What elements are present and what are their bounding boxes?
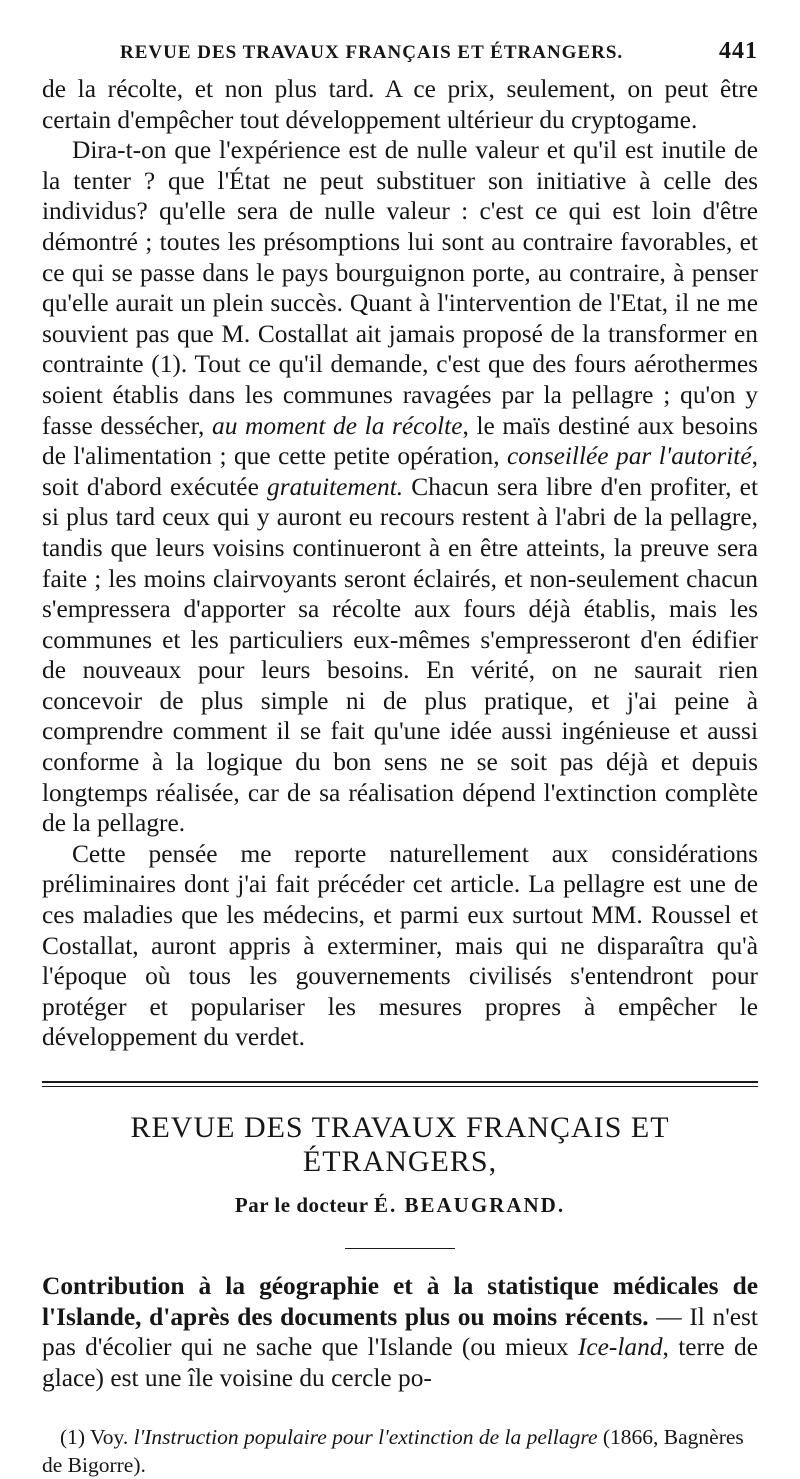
footnote-prefix: (1) Voy.	[60, 1425, 129, 1450]
short-divider	[345, 1248, 455, 1249]
byline	[42, 1193, 758, 1218]
paragraph-2-part-d: Chacun sera libre d'en profiter, et si plus tard ceux qui y auront eu recours restent à l'abri de la pellagre, tandis que leurs voisins continueront à en être atteints, la preuve sera faite ; les moins clairvoyants seront éclairés, et non-seulement chacun s'empressera d'apporter sa récolte aux fours déjà établis, mais les communes et les particuliers eux-mêmes s'empresseront d'en édifier de nouveaux pour leurs besoins. En vérité, on ne saurait rien concevoir de plus simple ni de plus pratique, et j'ai peine à comprendre comment il se fait qu'une idée aussi ingénieuse et aussi conforme à la logique du bon sens ne se soit pas déjà et depuis longtemps réalisée, car de sa réalisation dépend l'extinction complète de la pellagre.	[42, 472, 758, 838]
emphasis-gratuitement: gratuitement.	[267, 472, 404, 501]
section-title: REVUE DES TRAVAUX FRANÇAIS ET ÉTRANGERS,	[130, 1111, 670, 1178]
paragraph-2-part-c: , soit d'abord exécutée	[42, 442, 758, 501]
footnote-suffix: (1866, Bagnères de Bigorre).	[42, 1425, 744, 1478]
running-head	[42, 34, 758, 74]
article-lead-title: Contribution à la géographie et à la statistique médicales de l'Islande, d'après des documents plus ou moins récents.	[42, 1272, 758, 1331]
paragraph-2-part-b: , le maïs destiné aux besoins de l'alimentation ; que cette petite opération,	[42, 411, 758, 471]
page-number: 441	[719, 38, 758, 64]
paragraph-2-part-a: Dira-t-on que l'expérience est de nulle valeur et qu'il est inutile de la tenter ? que l'État ne peut substituer son initiative à celle des individus? qu'elle sera de nulle valeur : c'est ce qui est loin d'être démontré ; toutes les présomptions lui sont au contraire favorables, et ce qui se passe dans le pays bourguignon porte, au contraire, à penser qu'elle aurait un plein succès. Quant à l'intervention de l'Etat, il ne me souvient pas que M. Costallat ait jamais proposé de la transformer en contrainte (1). Tout ce qu'il demande, c'est que des fours aérothermes soient établis dans les communes ravagées par la pellagre ; qu'on y fasse dessécher,	[42, 136, 758, 440]
article-text-a: — Il n'est pas d'écolier qui ne sache que l'Islande (ou mieux	[42, 1302, 758, 1362]
footnote	[42, 1423, 758, 1479]
article-text-b: , terre de glace) est une île voisine du cercle po-	[42, 1333, 758, 1392]
byline-prefix: Par le docteur	[234, 1193, 369, 1217]
section-divider	[42, 1081, 758, 1087]
byline-author: É. BEAUGRAND.	[374, 1193, 566, 1217]
article-opening	[42, 1271, 758, 1393]
footnote-title: l'Instruction populaire pour l'extinction de la pellagre	[133, 1425, 598, 1450]
emphasis-moment-recolte: au moment de la récolte	[212, 411, 463, 440]
emphasis-ice-land: Ice-land	[577, 1333, 663, 1362]
main-text	[42, 74, 758, 1053]
running-head-title: REVUE DES TRAVAUX FRANÇAIS ET ÉTRANGERS.	[120, 42, 624, 63]
paragraph-3: Cette pensée me reporte naturellement aux considérations préliminaires dont j'ai fait précéder cet article. La pellagre est une de ces maladies que les médecins, et parmi eux surtout MM. Roussel et Costallat, auront appris à exterminer, mais qui ne disparaîtra qu'à l'époque où tous les gouvernements civilisés s'entendront pour protéger et populariser les mesures propres à empêcher le développement du verdet.	[42, 839, 758, 1052]
emphasis-conseillee: conseillée par l'autorité	[507, 442, 752, 471]
paragraph-continuation: de la récolte, et non plus tard. A ce prix, seulement, on peut être certain d'empêcher tout développement ultérieur du cryptogame.	[42, 75, 758, 134]
paragraph-2	[42, 135, 758, 839]
